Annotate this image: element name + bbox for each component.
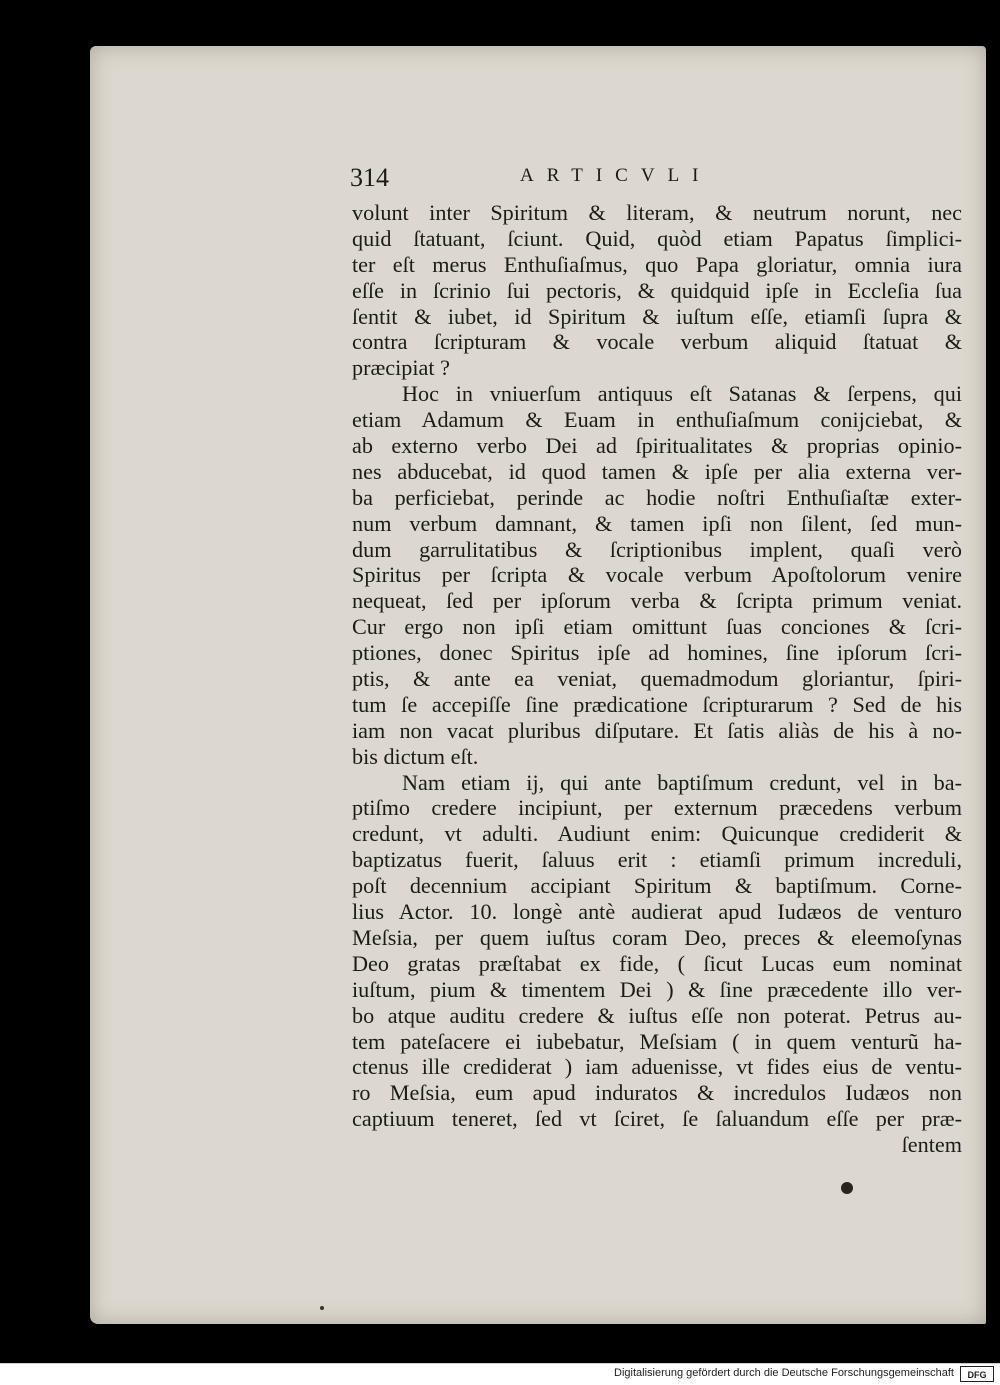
page-header xyxy=(350,163,820,199)
text-line: eſſe in ſcrinio ſui pectoris, & quidquid ipſe in Eccleſia ſua xyxy=(352,277,962,303)
text-line: ptis, & ante ea veniat, quemadmodum gloriantur, ſpiri- xyxy=(352,666,962,692)
text-line: dum garrulitatibus & ſcriptionibus implent, quaſi verò xyxy=(352,536,962,562)
text-line: contra ſcripturam & vocale verbum aliquid ſtatuat & xyxy=(352,329,962,355)
text-line: ctenus ille crediderat ) iam aduenisse, vt fides eius de ventu- xyxy=(352,1054,962,1080)
text-line: ptiones, donec Spiritus ipſe ad homines, ſine ipſorum ſcri- xyxy=(352,640,962,666)
ink-dot xyxy=(320,1306,324,1310)
text-line: ab externo verbo Dei ad ſpiritualitates & proprias opinio- xyxy=(352,433,962,459)
footer-bar xyxy=(0,1363,1000,1385)
text-line: nequeat, ſed per ipſorum verba & ſcripta primum veniat. xyxy=(352,588,962,614)
dfg-logo: DFG xyxy=(960,1366,994,1382)
body-text xyxy=(352,200,962,1158)
text-line: num verbum damnant, & tamen ipſi non ſilent, ſed mun- xyxy=(352,510,962,536)
text-line: tum ſe accepiſſe ſine prædicatione ſcripturarum ? Sed de his xyxy=(352,691,962,717)
running-head: ARTICVLI xyxy=(520,165,712,186)
text-line: lius Actor. 10. longè antè audierat apud Iudæos de venturo xyxy=(352,899,962,925)
text-line: iam non vacat pluribus diſputare. Et ſatis aliàs de his à no- xyxy=(352,717,962,743)
page-number: 314 xyxy=(350,163,389,192)
text-line: quid ſtatuant, ſciunt. Quid, quòd etiam Papatus ſimplici- xyxy=(352,225,962,251)
text-line: bo atque auditu credere & iuſtus eſſe non poterat. Petrus au- xyxy=(352,1002,962,1028)
text-line: ro Meſsia, eum apud induratos & incredulos Iudæos non xyxy=(352,1080,962,1106)
text-line: Nam etiam ij, qui ante baptiſmum credunt, vel in ba- xyxy=(402,769,962,795)
text-line: Spiritus per ſcripta & vocale verbum Apoſtolorum venire xyxy=(352,562,962,588)
text-line: poſt decennium accipiant Spiritum & baptiſmum. Corne- xyxy=(352,873,962,899)
text-line: ptiſmo credere incipiunt, per externum præcedens verbum xyxy=(352,795,962,821)
ink-spot xyxy=(841,1182,853,1194)
text-line: volunt inter Spiritum & literam, & neutrum norunt, nec xyxy=(352,200,962,225)
text-line: credunt, vt adulti. Audiunt enim: Quicunque crediderit & xyxy=(352,821,962,847)
text-line: Meſsia, per quem iuſtus coram Deo, preces & eleemoſynas xyxy=(352,924,962,950)
text-line: ſentit & iubet, id Spiritum & iuſtum eſſe, etiamſi ſupra & xyxy=(352,303,962,329)
text-line: captiuum teneret, ſed vt ſciret, ſe ſaluandum eſſe per præ- xyxy=(352,1106,962,1132)
text-line: ter eſt merus Enthuſiaſmus, quo Papa gloriatur, omnia iura xyxy=(352,251,962,277)
text-line: præcipiat ? xyxy=(352,355,450,381)
text-line: iuſtum, pium & timentem Dei ) & ſine præcedente illo ver- xyxy=(352,976,962,1002)
text-line: tem pateſacere ei iubebatur, Meſsiam ( in quem venturũ ha- xyxy=(352,1028,962,1054)
catchword: ſentem xyxy=(901,1132,962,1158)
text-line: Hoc in vniuerſum antiquus eſt Satanas & ſerpens, qui xyxy=(402,381,962,407)
text-line: ba perficiebat, perinde ac hodie noſtri Enthuſiaſtæ exter- xyxy=(352,484,962,510)
text-line: Cur ergo non ipſi etiam omittunt ſuas conciones & ſcri- xyxy=(352,614,962,640)
text-line: nes abducebat, id quod tamen & ipſe per alia externa ver- xyxy=(352,458,962,484)
text-line: Deo gratas præſtabat ex fide, ( ſicut Lucas eum nominat xyxy=(352,950,962,976)
text-line: etiam Adamum & Euam in enthuſiaſmum conijciebat, & xyxy=(352,407,962,433)
text-line: baptizatus fuerit, ſaluus erit : etiamſi primum increduli, xyxy=(352,847,962,873)
footer-credit: Digitalisierung gefördert durch die Deutsche Forschungsgemeinschaft xyxy=(614,1367,954,1379)
text-line: bis dictum eſt. xyxy=(352,743,479,769)
